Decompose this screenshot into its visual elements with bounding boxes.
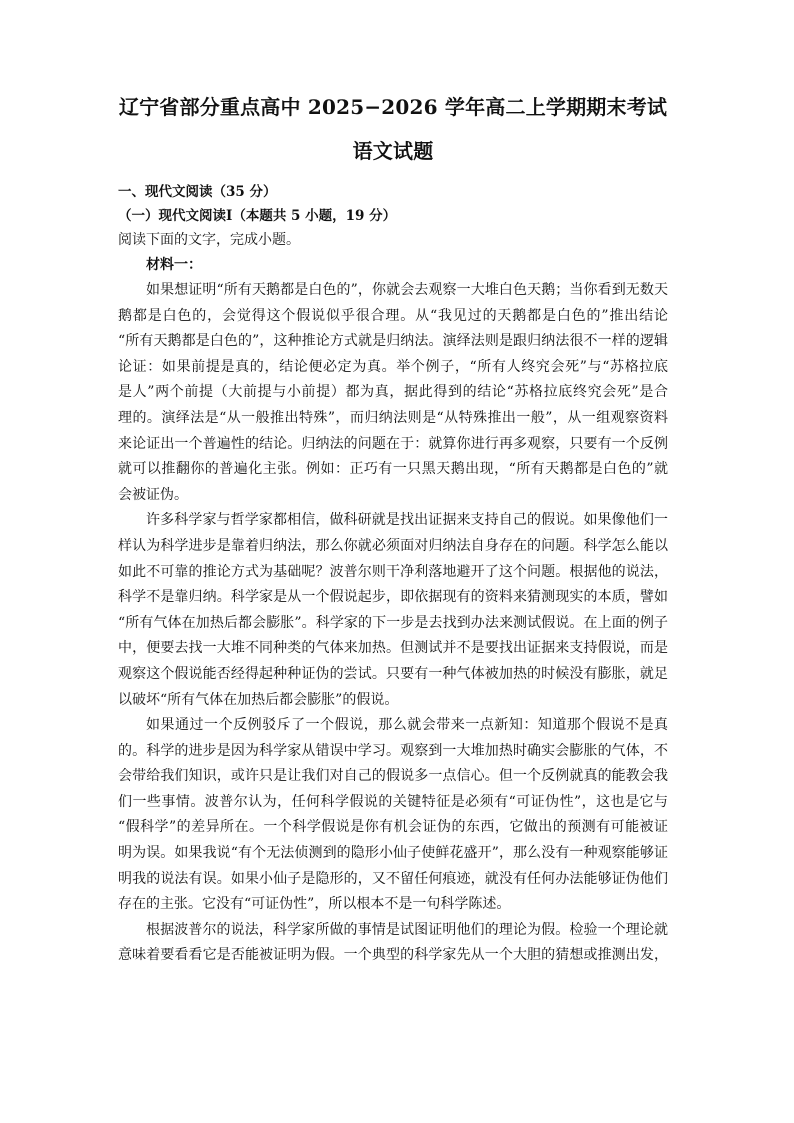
text-line: 科学不是靠归纳。科学家是从一个假说起步，即依据现有的资料来猜测现实的本质，譬如: [118, 589, 668, 606]
text-line: 意味着要看看它是否能被证明为假。一个典型的科学家先从一个大胆的猜想或推测出发，: [118, 947, 668, 964]
text-line: 理的。演绎法是“从一般推出特殊”，而归纳法则是“从特殊推出一般”，从一组观察资料: [118, 409, 668, 426]
text-line: 明我的说法有误。如果小仙子是隐形的，又不留任何痕迹，就没有任何办法能够证伪他们: [118, 870, 668, 887]
section-heading: 一、现代文阅读（35 分）: [118, 184, 277, 200]
text-line: 就可以推翻你的普遍化主张。例如：正巧有一只黑天鹅出现，“所有天鹅都是白色的”就: [118, 461, 668, 478]
text-line: 明为误。如果我说“有个无法侦测到的隐形小仙子使鲜花盛开”，那么没有一种观察能够证: [118, 845, 668, 862]
text-line: “所有气体在加热后都会膨胀”。科学家的下一步是去找到办法来测试假说。在上面的例子: [118, 614, 668, 631]
reading-instruction: 阅读下面的文字，完成小题。: [118, 232, 300, 248]
section-subheading: （一）现代文阅读Ⅰ（本题共 5 小题，19 分）: [118, 208, 397, 224]
text-line: “所有天鹅都是白色的”，这种推论方式就是归纳法。演绎法则是跟归纳法很不一样的逻辑: [118, 333, 668, 350]
text-line: 样认为科学进步是靠着归纳法，那么你就必须面对归纳法自身存在的问题。科学怎么能以: [118, 537, 668, 554]
text-line: 来论证出一个普遍性的结论。归纳法的问题在于：就算你进行再多观察，只要有一个反例: [118, 435, 668, 452]
text-line: 如果想证明“所有天鹅都是白色的”，你就会去观察一大堆白色天鹅；当你看到无数天: [146, 282, 668, 298]
text-line: 们一些事情。波普尔认为，任何科学假说的关键特征是必须有“可证伪性”，这也是它与: [118, 793, 668, 810]
paragraph-1: [118, 278, 668, 508]
text-line: 以破坏“所有气体在加热后都会膨胀”的假说。: [118, 691, 399, 708]
paragraph-4: [118, 918, 668, 969]
document-title: 辽宁省部分重点高中 2025−2026 学年高二上学期期末考试: [118, 95, 668, 119]
text-line: 存在的主张。它没有“可证伪性”，所以根本不是一句科学陈述。: [118, 896, 511, 913]
text-line: 如此不可靠的推论方式为基础呢？波普尔则干净利落地避开了这个问题。根据他的说法，: [118, 563, 668, 580]
text-line: 论证：如果前提是真的，结论便必定为真。举个例子，“所有人终究会死”与“苏格拉底: [118, 358, 668, 375]
text-line: 根据波普尔的说法，科学家所做的事情是试图证明他们的理论为假。检验一个理论就: [146, 921, 668, 938]
text-line: 中，便要去找一大堆不同种类的气体来加热。但测试并不是要找出证据来支持假说，而是: [118, 640, 668, 657]
text-line: 会带给我们知识，或许只是让我们对自己的假说多一点信心。但一个反例就真的能教会我: [118, 768, 668, 785]
material-label: 材料一：: [146, 257, 202, 273]
text-line: 的。科学的进步是因为科学家从错误中学习。观察到一大堆加热时确实会膨胀的气体，不: [118, 742, 668, 759]
text-line: 会被证伪。: [118, 486, 188, 503]
text-line: 如果通过一个反例驳斥了一个假说，那么就会带来一点新知：知道那个假说不是真: [146, 717, 668, 734]
text-line: 鹅都是白色的，会觉得这个假说似乎很合理。从“我见过的天鹅都是白色的”推出结论: [118, 307, 668, 324]
text-line: 是人”两个前提（大前提与小前提）都为真，据此得到的结论“苏格拉底终究会死”是合: [118, 384, 668, 401]
paragraph-2: [118, 508, 668, 713]
document-subtitle: 语文试题: [352, 139, 434, 163]
text-line: 观察这个假说能否经得起种种证伪的尝试。只要有一种气体被加热的时候没有膨胀，就足: [118, 665, 668, 682]
paragraph-3: [118, 713, 668, 918]
text-line: 许多科学家与哲学家都相信，做科研就是找出证据来支持自己的假说。如果像他们一: [146, 512, 668, 529]
text-line: “假科学”的差异所在。一个科学假说是你有机会证伪的东西，它做出的预测有可能被证: [118, 819, 668, 836]
